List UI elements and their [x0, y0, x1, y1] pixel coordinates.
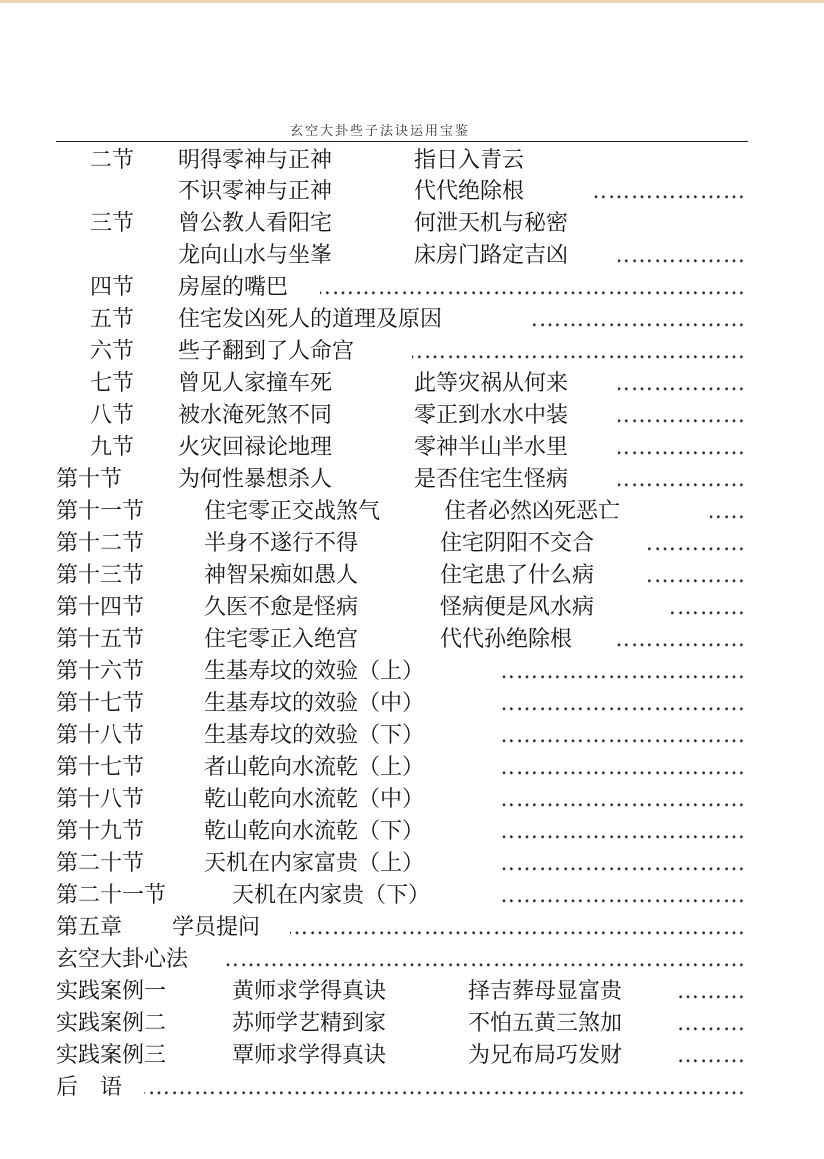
- toc-case-number: 实践案例三: [56, 1043, 167, 1068]
- toc-section-number: 第十二节: [56, 531, 145, 556]
- toc-section-number: 二节: [90, 148, 135, 173]
- dot-leader: [532, 304, 746, 335]
- toc-section-number: 第二十节: [56, 851, 145, 876]
- dot-leader: [498, 752, 746, 783]
- toc-subtitle: 住者必然凶死恶亡: [444, 499, 621, 524]
- toc-subtitle: 代代绝除根: [414, 179, 525, 204]
- dot-leader: [320, 272, 746, 303]
- toc-row: [0, 432, 824, 463]
- toc-case-number: 实践案例一: [56, 979, 167, 1004]
- toc-title: 明得零神与正神: [178, 148, 333, 173]
- dot-leader: [676, 1008, 746, 1039]
- toc-section-number: 第十节: [56, 467, 123, 492]
- toc-section-number: 四节: [90, 275, 135, 300]
- toc-row: [0, 784, 824, 815]
- toc-title: 住宅零正交战煞气: [204, 499, 381, 524]
- toc-row: [0, 1008, 824, 1039]
- toc-section-number: 七节: [90, 371, 135, 396]
- toc-row: [0, 816, 824, 847]
- toc-title: 学员提问: [172, 915, 261, 940]
- toc-row: [0, 272, 824, 303]
- toc-subtitle: 指日入青云: [414, 148, 525, 173]
- toc-title: 住宅零正入绝宫: [204, 627, 359, 652]
- toc-section-number: 第十一节: [56, 499, 145, 524]
- toc-row: [0, 592, 824, 623]
- toc-subtitle: 是否住宅生怪病: [414, 467, 569, 492]
- dot-leader: [498, 656, 746, 687]
- toc-subtitle: 怪病便是风水病: [440, 595, 595, 620]
- dot-leader: [618, 240, 746, 271]
- toc-section-number: 第十九节: [56, 819, 145, 844]
- dot-leader: [224, 944, 746, 975]
- toc-section-number: 第十八节: [56, 787, 145, 812]
- toc-case-number: 实践案例二: [56, 1011, 167, 1036]
- dot-leader: [618, 368, 746, 399]
- toc-subtitle: 何泄天机与秘密: [414, 211, 569, 236]
- toc-subtitle: 不怕五黄三煞加: [468, 1011, 623, 1036]
- toc-title: 后 语: [56, 1075, 123, 1100]
- toc-subtitle: 住宅患了什么病: [440, 563, 595, 588]
- dot-leader: [500, 880, 746, 911]
- toc-title: 苏师学艺精到家: [232, 1011, 387, 1036]
- dot-leader: [592, 176, 746, 207]
- toc-title: 覃师求学得真诀: [232, 1043, 387, 1068]
- toc-subtitle: 此等灾祸从何来: [414, 371, 569, 396]
- dot-leader: [618, 432, 746, 463]
- toc-section-number: 第十四节: [56, 595, 145, 620]
- toc-title: 为何性暴想杀人: [178, 467, 333, 492]
- toc-row: [0, 944, 824, 975]
- toc-row: [0, 912, 824, 943]
- toc-row: [0, 304, 824, 335]
- toc-title: 龙向山水与坐峯: [178, 243, 333, 268]
- toc-row: [0, 688, 824, 719]
- toc-row: [0, 976, 824, 1007]
- toc-title: 曾公教人看阳宅: [178, 211, 333, 236]
- toc-section-number: 第十七节: [56, 691, 145, 716]
- dot-leader: [498, 784, 746, 815]
- toc-row: [0, 145, 824, 176]
- toc-title: 住宅发凶死人的道理及原因: [178, 307, 443, 332]
- toc-title: 房屋的嘴巴: [178, 275, 289, 300]
- toc-row: [0, 336, 824, 367]
- toc-title: 黄师求学得真诀: [232, 979, 387, 1004]
- toc-title: 乾山乾向水流乾（下）: [204, 819, 425, 844]
- toc-row: [0, 496, 824, 527]
- toc-title: 生基寿坟的效验（下）: [204, 723, 425, 748]
- dot-leader: [644, 528, 746, 559]
- dot-leader: [498, 816, 746, 847]
- toc-section-number: 六节: [90, 339, 135, 364]
- toc-row: [0, 624, 824, 655]
- toc-title: 被水淹死煞不同: [178, 403, 333, 428]
- toc-row: [0, 720, 824, 751]
- toc-subtitle: 零正到水水中装: [414, 403, 569, 428]
- toc-row: [0, 528, 824, 559]
- toc-row: [0, 208, 824, 239]
- toc-row: [0, 848, 824, 879]
- toc-subtitle: 住宅阴阳不交合: [440, 531, 595, 556]
- toc-title: 些子翻到了人命宫: [178, 339, 355, 364]
- toc-title: 乾山乾向水流乾（中）: [204, 787, 425, 812]
- toc-title: 生基寿坟的效验（中）: [204, 691, 425, 716]
- toc-title: 神智呆痴如愚人: [204, 563, 359, 588]
- toc-row: [0, 368, 824, 399]
- toc-title: 玄空大卦心法: [56, 947, 189, 972]
- toc-row: [0, 400, 824, 431]
- dot-leader: [144, 1072, 746, 1103]
- toc-title: 天机在内家贵（下）: [232, 883, 431, 908]
- dot-leader: [710, 496, 746, 527]
- dot-leader: [676, 976, 746, 1007]
- toc-section-number: 第十八节: [56, 723, 145, 748]
- toc-row: [0, 240, 824, 271]
- toc-section-number: 五节: [90, 307, 135, 332]
- toc-row: [0, 1040, 824, 1071]
- toc-row: [0, 1072, 824, 1103]
- toc-row: [0, 752, 824, 783]
- dot-leader: [668, 592, 746, 623]
- toc-section-number: 第二十一节: [56, 883, 167, 908]
- toc-section-number: 八节: [90, 403, 135, 428]
- toc-row: [0, 880, 824, 911]
- toc-title: 曾见人家撞车死: [178, 371, 333, 396]
- running-header: 玄空大卦些子法诀运用宝鉴: [290, 124, 471, 139]
- toc-subtitle: 零神半山半水里: [414, 435, 569, 460]
- toc-title: 生基寿坟的效验（上）: [204, 659, 425, 684]
- toc-title: 者山乾向水流乾（上）: [204, 755, 425, 780]
- header-rule: [56, 141, 748, 142]
- toc-section-number: 三节: [90, 211, 135, 236]
- dot-leader: [616, 624, 746, 655]
- toc-row: [0, 560, 824, 591]
- toc-section-number: 第十五节: [56, 627, 145, 652]
- dot-leader: [618, 400, 746, 431]
- dot-leader: [498, 720, 746, 751]
- toc-title: 火灾回禄论地理: [178, 435, 333, 460]
- dot-leader: [644, 560, 746, 591]
- dot-leader: [498, 688, 746, 719]
- dot-leader: [618, 464, 746, 495]
- toc-section-number: 第十三节: [56, 563, 145, 588]
- toc-title: 半身不遂行不得: [204, 531, 359, 556]
- toc-subtitle: 择吉葬母显富贵: [468, 979, 623, 1004]
- toc-row: [0, 464, 824, 495]
- toc-row: [0, 176, 824, 207]
- toc-subtitle: 床房门路定吉凶: [414, 243, 569, 268]
- toc-chapter-number: 第五章: [56, 915, 123, 940]
- toc-title: 天机在内家富贵（上）: [204, 851, 425, 876]
- toc-title: 久医不愈是怪病: [204, 595, 359, 620]
- toc-row: [0, 656, 824, 687]
- toc-title: 不识零神与正神: [178, 179, 333, 204]
- toc-section-number: 第十七节: [56, 755, 145, 780]
- dot-leader: [498, 848, 746, 879]
- toc-subtitle: 代代孙绝除根: [440, 627, 573, 652]
- toc-subtitle: 为兄布局巧发财: [468, 1043, 623, 1068]
- toc-section-number: 九节: [90, 435, 135, 460]
- dot-leader: [290, 912, 746, 943]
- dot-leader: [412, 336, 746, 367]
- page-top-edge: [0, 0, 824, 3]
- dot-leader: [676, 1040, 746, 1071]
- toc-section-number: 第十六节: [56, 659, 145, 684]
